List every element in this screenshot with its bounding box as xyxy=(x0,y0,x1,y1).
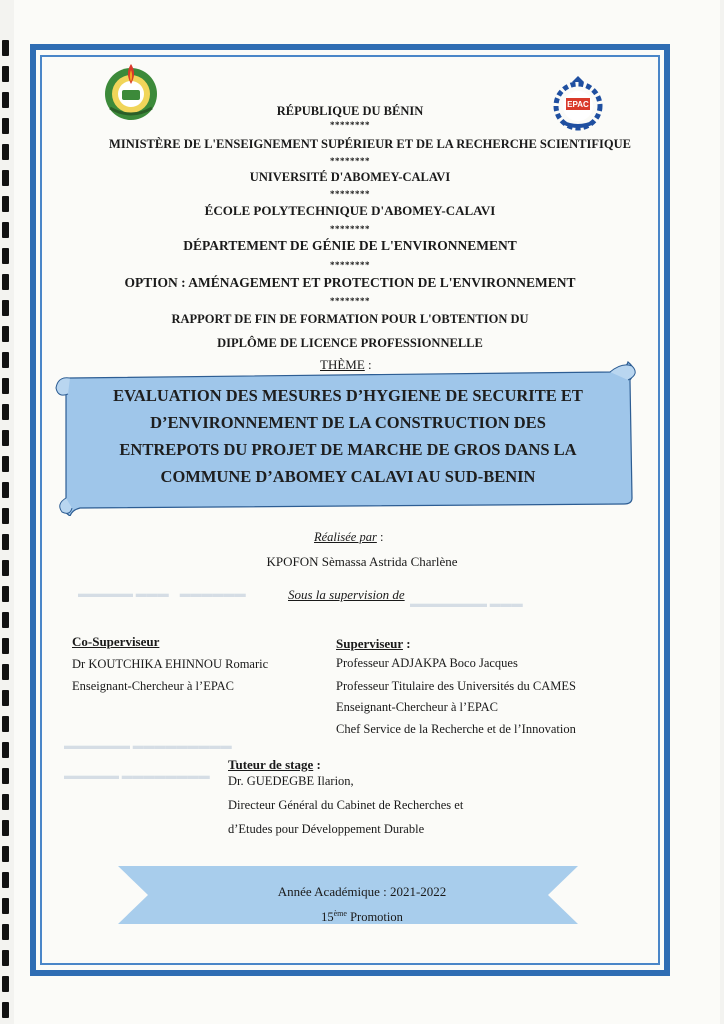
department-line: DÉPARTEMENT DE GÉNIE DE L'ENVIRONNEMENT xyxy=(183,238,517,253)
binding-hole xyxy=(2,404,9,420)
binding-hole xyxy=(2,1002,9,1018)
tutor-name: Dr. GUEDEGBE Ilarion, xyxy=(228,774,354,788)
binding-hole xyxy=(2,248,9,264)
binding-hole xyxy=(2,586,9,602)
co-supervisor-name: Dr KOUTCHIKA EHINNOU Romaric xyxy=(72,657,269,671)
supervision-label: Sous la supervision de xyxy=(288,587,405,602)
svg-text:EPAC: EPAC xyxy=(567,100,589,109)
republic-line: RÉPUBLIQUE DU BÉNIN xyxy=(276,104,424,118)
supervisor-role-1: Professeur Titulaire des Universités du CAMES xyxy=(336,679,576,693)
binding-hole xyxy=(2,638,9,654)
binding-hole xyxy=(2,430,9,446)
binding-hole xyxy=(2,924,9,940)
binding-hole xyxy=(2,534,9,550)
binding-hole xyxy=(2,482,9,498)
binding-hole xyxy=(2,300,9,316)
theme-line: D’ENVIRONNEMENT DE LA CONSTRUCTION DES xyxy=(150,413,546,432)
binding-hole xyxy=(2,794,9,810)
binding-marks xyxy=(0,0,14,1024)
school-line: ÉCOLE POLYTECHNIQUE D'ABOMEY-CALAVI xyxy=(204,203,496,218)
ministry-line: MINISTÈRE DE L'ENSEIGNEMENT SUPÉRIEUR ET DE LA RECHERCHE SCIENTIFIQUE xyxy=(109,137,631,151)
binding-hole xyxy=(2,40,9,56)
academic-year: Année Académique : 2021-2022 xyxy=(277,884,447,899)
binding-hole xyxy=(2,92,9,108)
binding-hole xyxy=(2,274,9,290)
binding-hole xyxy=(2,196,9,212)
binding-hole xyxy=(2,222,9,238)
co-supervisor-role: Enseignant-Chercheur à l’EPAC xyxy=(72,679,234,693)
bleed-through-text: ▬▬▬▬▬ ▬▬▬ ▬▬▬▬▬▬ xyxy=(78,588,246,600)
separator: ******** xyxy=(330,156,370,166)
tutor-role-2: d’Etudes pour Développement Durable xyxy=(228,822,425,836)
tutor-role-1: Directeur Général du Cabinet de Recherches et xyxy=(228,798,464,812)
theme-line: ENTREPOTS DU PROJET DE MARCHE DE GROS DANS LA xyxy=(119,440,577,459)
binding-hole xyxy=(2,118,9,134)
separator: ******** xyxy=(330,260,370,270)
binding-hole xyxy=(2,742,9,758)
binding-hole xyxy=(2,170,9,186)
bleed-through-text: ▬▬▬▬▬ ▬▬▬▬▬▬▬▬ xyxy=(64,770,210,782)
author-label: Réalisée par : xyxy=(314,530,384,544)
theme-line: COMMUNE D’ABOMEY CALAVI AU SUD-BENIN xyxy=(160,467,536,486)
binding-hole xyxy=(2,456,9,472)
binding-hole xyxy=(2,144,9,160)
binding-hole xyxy=(2,664,9,680)
binding-hole xyxy=(2,690,9,706)
supervisor-title: Superviseur : xyxy=(336,636,411,651)
separator: ******** xyxy=(330,189,370,199)
binding-hole xyxy=(2,846,9,862)
report-line-1: RAPPORT DE FIN DE FORMATION POUR L'OBTENTION DU xyxy=(171,312,529,326)
theme-label: THÈME : xyxy=(320,357,372,372)
binding-hole xyxy=(2,66,9,82)
university-line: UNIVERSITÉ D'ABOMEY-CALAVI xyxy=(249,170,451,184)
binding-hole xyxy=(2,768,9,784)
theme-line: EVALUATION DES MESURES D’HYGIENE DE SECURITE ET xyxy=(113,386,583,405)
option-line: OPTION : AMÉNAGEMENT ET PROTECTION DE L'ENVIRONNEMENT xyxy=(124,275,576,290)
binding-hole xyxy=(2,716,9,732)
binding-hole xyxy=(2,950,9,966)
bleed-through-text: ▬▬▬▬▬▬▬ ▬▬▬ xyxy=(410,598,523,610)
separator: ******** xyxy=(330,224,370,234)
promotion: 15ème Promotion xyxy=(321,909,403,925)
author-name: KPOFON Sèmassa Astrida Charlène xyxy=(266,554,458,569)
separator: ******** xyxy=(330,120,370,130)
supervisor-name: Professeur ADJAKPA Boco Jacques xyxy=(336,656,518,670)
supervisor-role-2: Enseignant-Chercheur à l’EPAC xyxy=(336,700,498,714)
separator: ******** xyxy=(330,296,370,306)
binding-hole xyxy=(2,352,9,368)
binding-hole xyxy=(2,508,9,524)
binding-hole xyxy=(2,820,9,836)
binding-hole xyxy=(2,976,9,992)
binding-hole xyxy=(2,326,9,342)
binding-hole xyxy=(2,378,9,394)
theme-title xyxy=(80,382,616,490)
report-line-2: DIPLÔME DE LICENCE PROFESSIONNELLE xyxy=(217,336,483,350)
bleed-through-text: ▬▬▬▬▬▬ ▬▬▬▬▬▬▬▬▬ xyxy=(64,740,232,752)
tutor-title: Tuteur de stage : xyxy=(228,757,321,772)
supervisor-role-3: Chef Service de la Recherche et de l’Innovation xyxy=(336,722,576,736)
binding-hole xyxy=(2,612,9,628)
co-supervisor-title: Co-Superviseur xyxy=(72,634,160,649)
